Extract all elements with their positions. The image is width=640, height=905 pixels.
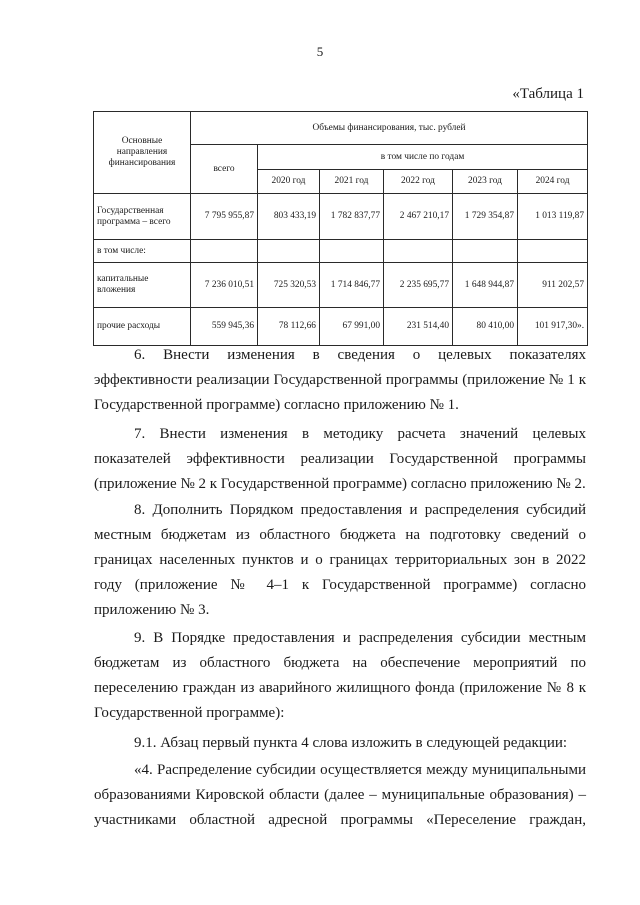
year-header: 2022 год xyxy=(384,170,453,194)
header-directions: Основные направления финансирования xyxy=(94,112,191,194)
year-header: 2024 год xyxy=(518,170,588,194)
cell-value xyxy=(258,240,320,263)
paragraph-text: 9. В Порядке предоставления и распределения субсидии местным бюджетам из областного бюджета на обеспечение мероприятий по переселению граждан из аварийного жилищного фонда (приложение № 8 к Государственной программе): xyxy=(94,630,586,721)
header-by-years: в том числе по годам xyxy=(258,145,588,170)
cell-value: 1 648 944,87 xyxy=(453,263,518,308)
paragraph-quote-4 xyxy=(94,758,586,833)
cell-value xyxy=(320,240,384,263)
cell-value xyxy=(518,240,588,263)
paragraph-text: 7. Внести изменения в методику расчета значений целевых показателей эффективности реализации Государственной программы (приложение № 2 к Государственной программе) согласно приложению № 2. xyxy=(94,426,586,492)
paragraph-9-1 xyxy=(94,731,586,756)
year-header: 2020 год xyxy=(258,170,320,194)
cell-value: 1 729 354,87 xyxy=(453,194,518,240)
table-caption: «Таблица 1 xyxy=(512,86,584,102)
cell-value: 80 410,00 xyxy=(453,308,518,346)
table-row xyxy=(94,308,588,346)
cell-value: 2 235 695,77 xyxy=(384,263,453,308)
header-volumes: Объемы финансирования, тыс. рублей xyxy=(191,112,588,145)
paragraph-text: 6. Внести изменения в сведения о целевых показателях эффективности реализации Государственной программы (приложение № 1 к Государственной программе) согласно приложению № 1. xyxy=(94,347,586,413)
cell-value: 1 782 837,77 xyxy=(320,194,384,240)
cell-value xyxy=(453,240,518,263)
paragraph-6 xyxy=(94,343,586,418)
table-row xyxy=(94,263,588,308)
year-header: 2021 год xyxy=(320,170,384,194)
cell-value: 67 991,00 xyxy=(320,308,384,346)
table-row xyxy=(94,194,588,240)
paragraph-text: 9.1. Абзац первый пункта 4 слова изложить в следующей редакции: xyxy=(134,735,568,751)
paragraph-8 xyxy=(94,498,586,623)
row-label: Государственная программа – всего xyxy=(94,194,191,240)
paragraph-7 xyxy=(94,422,586,497)
table-row xyxy=(94,240,588,263)
header-total: всего xyxy=(191,145,258,194)
cell-total: 559 945,36 xyxy=(191,308,258,346)
cell-value: 1 714 846,77 xyxy=(320,263,384,308)
page-number: 5 xyxy=(316,44,324,59)
cell-value: 101 917,30». xyxy=(518,308,588,346)
cell-value: 803 433,19 xyxy=(258,194,320,240)
paragraph-text: 8. Дополнить Порядком предоставления и распределения субсидий местным бюджетам из областного бюджета на подготовку сведений о границах населенных пунктов и о границах территориальных зон в 2022 году (приложение № 4–1 к Государственной программе) согласно приложению № 3. xyxy=(94,502,586,618)
row-label: прочие расходы xyxy=(94,308,191,346)
paragraph-text: «4. Распределение субсидии осуществляется между муниципальными образованиями Кировской области (далее – муниципальные образования) – участниками областной адресной программы «Переселение граждан, xyxy=(94,762,586,828)
row-label: в том числе: xyxy=(94,240,191,263)
cell-value: 725 320,53 xyxy=(258,263,320,308)
cell-value: 78 112,66 xyxy=(258,308,320,346)
cell-total: 7 236 010,51 xyxy=(191,263,258,308)
cell-value: 1 013 119,87 xyxy=(518,194,588,240)
cell-value: 2 467 210,17 xyxy=(384,194,453,240)
year-header: 2023 год xyxy=(453,170,518,194)
cell-total: 7 795 955,87 xyxy=(191,194,258,240)
paragraph-9 xyxy=(94,626,586,726)
cell-value: 231 514,40 xyxy=(384,308,453,346)
cell-value: 911 202,57 xyxy=(518,263,588,308)
row-label: капитальные вложения xyxy=(94,263,191,308)
cell-total xyxy=(191,240,258,263)
cell-value xyxy=(384,240,453,263)
financing-table xyxy=(93,111,588,346)
